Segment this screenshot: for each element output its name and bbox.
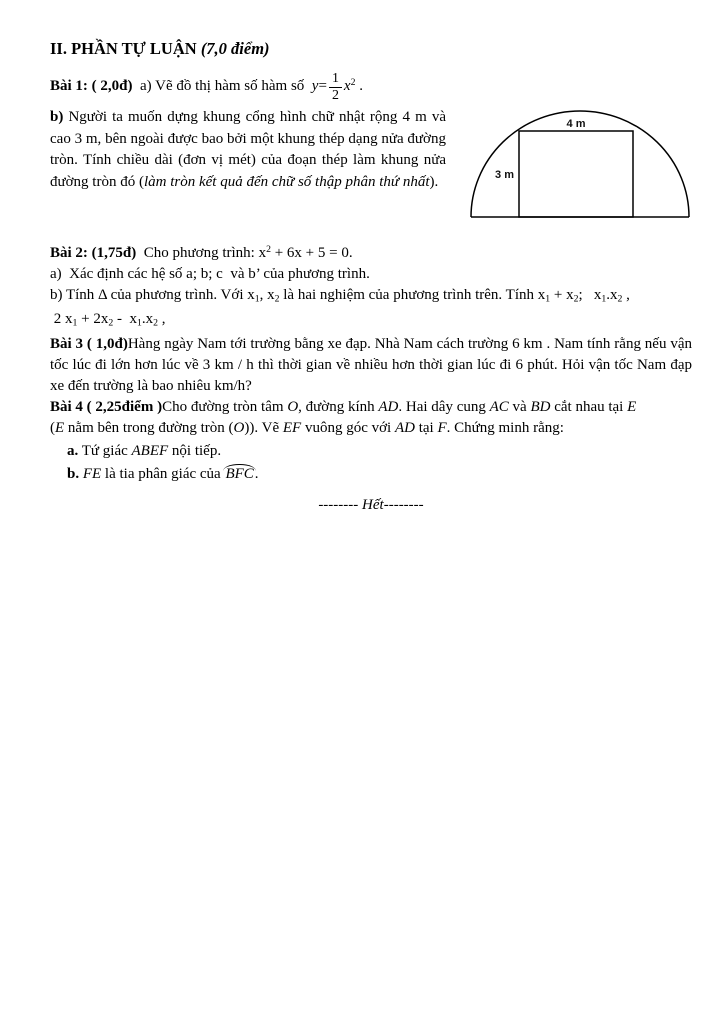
problem-2-block: [50, 239, 692, 334]
problem-4-heading-line1: Bài 4 ( 2,25điểm )Cho đường tròn tâm O, đường kính AD. Hai dây cung AC và BD cắt nhau tại E: [50, 398, 637, 415]
formula-tail: $x^2$ .: [343, 77, 363, 94]
problem-2-part-a: a) Xác định các hệ số a; b; c và b’ của phương trình.: [50, 265, 370, 282]
end-marker: -------- Hết--------: [318, 496, 424, 513]
problem-2-part-b: b) Tính Δ của phương trình. Với x1, x2 là hai nghiệm của phương trình trên. Tính x1 + x2; x1.x2 ,: [50, 286, 630, 305]
problem-1-heading: [50, 64, 692, 105]
figure-height-label: 3 m: [495, 168, 514, 181]
problem-4-block: [50, 397, 692, 486]
geometry-figure: [468, 107, 692, 226]
section-title: II. PHẦN TỰ LUẬN (7,0 điểm): [50, 39, 270, 58]
semicircle-gate-diagram: [468, 108, 692, 221]
problem-4-item-b: b. FE là tia phân giác của BFC.: [67, 466, 259, 483]
problem-1-label: Bài 1: ( 2,0đ) a) Vẽ đồ thị hàm số hàm số y=: [50, 77, 327, 94]
problem-4-line2: (E nằm bên trong đường tròn (O)). Vẽ EF vuông góc với AD tại F. Chứng minh rằng:: [50, 419, 564, 436]
fraction-one-half: [329, 71, 342, 102]
problem-2-part-b-continued: 2 x1 + 2x2 - x1.x2 ,: [50, 311, 166, 329]
problem-2-heading: Bài 2: (1,75đ) Cho phương trình: $x^2 + 6x + 5 = 0$.: [50, 243, 353, 261]
problem-1b-paragraph: b) Người ta muốn dựng khung cổng hình chữ nhật rộng 4 m và cao 3 m, bên ngoài được bao bởi một khung thép dạng nửa đường tròn. Tính chiều dài (đơn vị mét) của đoạn thép làm khung nửa đường tròn đó (làm tròn kết quả đến chữ số thập phân thứ nhất).: [50, 108, 446, 191]
fraction-denominator: 2: [331, 87, 339, 103]
problem-3-paragraph: Bài 3 ( 1,0đ)Hàng ngày Nam tới trường bằng xe đạp. Nhà Nam cách trường 6 km . Nam tính rằng nếu vận tốc lúc đi lớn hơn lúc về 3 km / h thì thời gian về nhiều hơn thời gian lúc đi 6 phút. Hỏi vận tốc Nam đạp xe đến trường là bao nhiêu km/h?: [50, 335, 692, 394]
problem-4-item-a: a. Tứ giác ABEF nội tiếp.: [67, 442, 222, 459]
fraction-numerator: 1: [329, 71, 342, 87]
problem-1b-row: [50, 107, 692, 226]
gate-rectangle: [519, 131, 633, 217]
figure-width-label: 4 m: [566, 117, 586, 130]
